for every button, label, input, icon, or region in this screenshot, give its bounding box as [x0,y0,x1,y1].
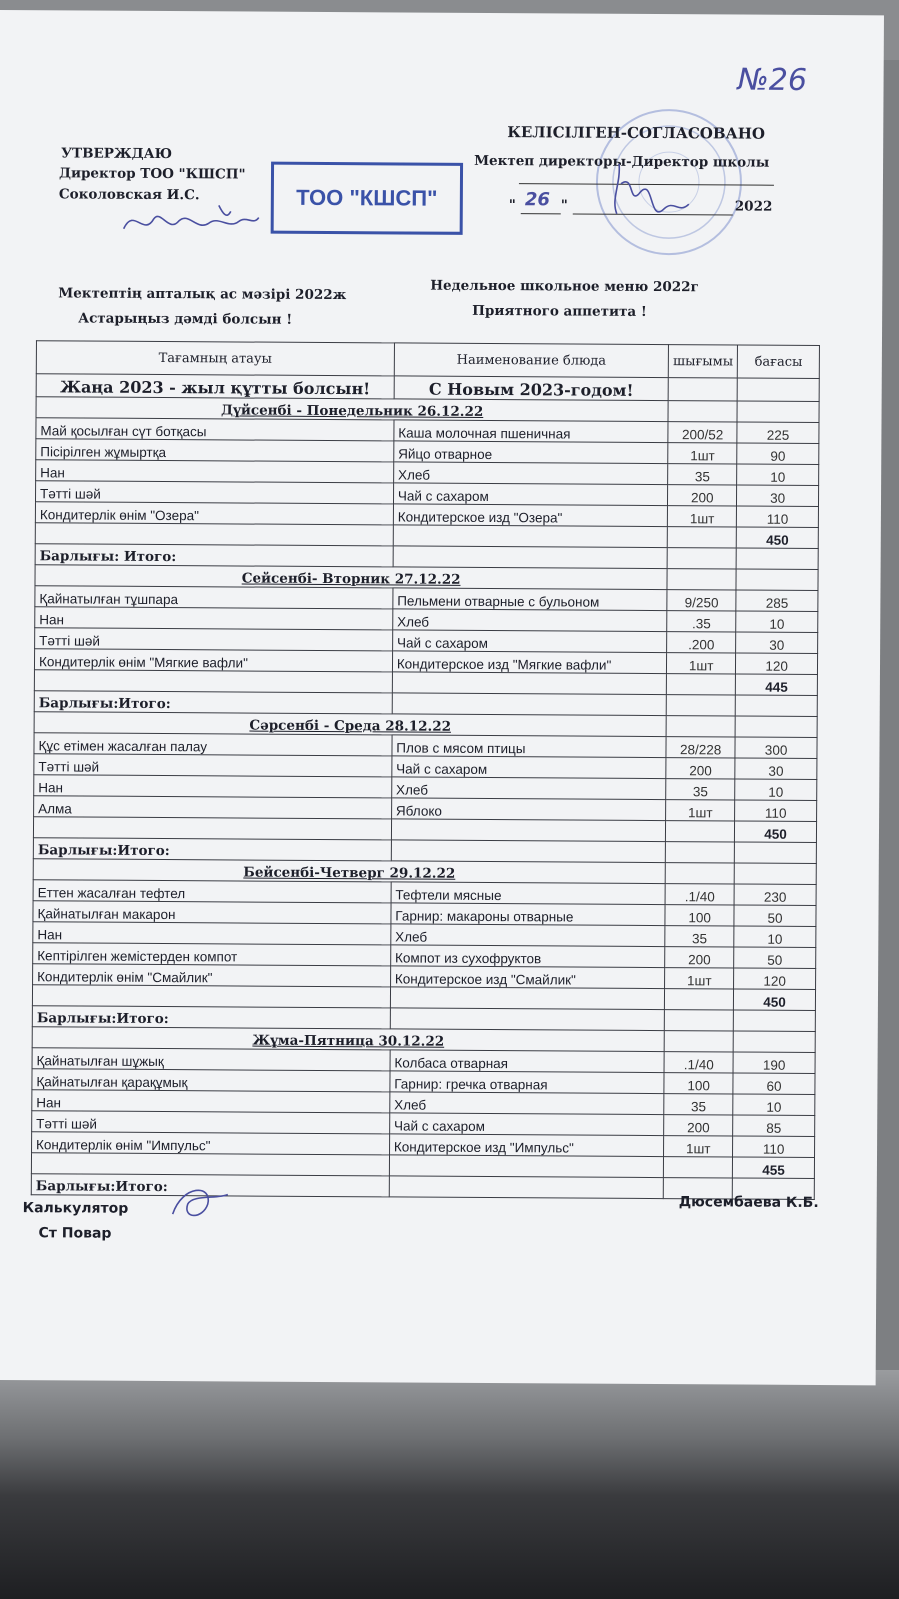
agreed-date-day: 26 [524,189,550,211]
dish-price: 110 [733,1136,815,1157]
dish-price: 225 [737,422,819,443]
menu-sheet [0,10,884,1385]
dish-portion: 200 [665,947,734,968]
dish-name-ru: Кондитерское изд "Смайлик" [390,966,664,989]
dish-portion: 35 [665,926,734,947]
dish-price: 90 [737,443,819,464]
dish-price: 85 [733,1115,815,1136]
dish-name-ru: Яйцо отварное [394,441,668,464]
cook-label: Ст Повар [38,1225,112,1242]
dish-name-kz: Нан [32,1090,390,1113]
dish-portion: 1шт [668,506,737,527]
dish-price: 30 [736,632,818,653]
day-total-label: Барлығы: Итого: [35,544,393,567]
dish-portion: 35 [668,464,737,485]
dish-portion: 35 [664,1094,733,1115]
approve-title: УТВЕРЖДАЮ [61,145,173,163]
dish-name-ru: Каша молочная пшеничная [394,420,668,443]
dish-portion: .1/40 [664,1052,733,1073]
dish-price: 10 [737,464,819,485]
dish-name-ru: Кондитерское изд "Озера" [393,504,667,527]
agreed-date-close: " [560,197,568,214]
dish-name-ru: Хлеб [390,1092,664,1115]
dish-price: 60 [733,1073,815,1094]
dish-name-kz: Қайнатылған қарақұмық [32,1069,390,1092]
dish-portion: 1шт [668,443,737,464]
dish-portion: 200/52 [668,422,737,443]
dish-name-ru: Чай с сахаром [392,756,666,779]
dish-portion: 200 [666,758,735,779]
dish-name-kz: Нан [35,607,393,630]
dish-price: 50 [734,947,816,968]
dish-name-kz: Кондитерлік өнім "Мягкие вафли" [34,649,392,672]
dish-price: 30 [737,485,819,506]
dish-price: 120 [736,653,818,674]
day-total-label: Барлығы:Итого: [34,691,392,714]
dish-price: 120 [734,968,816,989]
day-title: Дүйсенбі - Понедельник 26.12.22 [220,402,484,420]
dish-name-ru: Гарнир: макароны отварные [391,903,665,926]
day-title: Сейсенбі- Вторник 27.12.22 [241,570,461,588]
dish-price: 10 [734,926,816,947]
dish-portion: 1шт [664,1136,733,1157]
dish-name-ru: Кондитерское изд "Импульс" [389,1134,663,1157]
dish-portion: 100 [665,905,734,926]
dish-name-ru: Яблоко [391,798,665,821]
day-title: Жұма-Пятница 30.12.22 [252,1032,445,1050]
date-day-line [521,213,561,214]
dish-price: 285 [736,590,818,611]
dish-price: 190 [733,1052,815,1073]
dish-portion: 200 [664,1115,733,1136]
header-portion: шығымы [668,345,737,378]
heading-ru-wish: Приятного аппетита ! [472,302,647,320]
day-total-value: 450 [736,527,818,548]
dish-name-ru: Чай с сахаром [389,1113,663,1136]
dish-portion: 1шт [665,968,734,989]
dish-name-ru: Пельмени отварные с бульоном [393,588,667,611]
dish-price: 10 [733,1094,815,1115]
dish-price: 110 [737,506,819,527]
dish-name-kz: Кептірілген жемістерден компот [33,943,391,966]
dish-name-ru: Колбаса отварная [390,1050,664,1073]
dish-price: 10 [736,611,818,632]
agreed-position: Мектеп директоры-Директор школы [474,152,770,171]
dish-name-ru: Хлеб [393,462,667,485]
dish-portion: 9/250 [667,590,736,611]
dish-name-ru: Кондитерское изд "Мягкие вафли" [392,651,666,674]
dish-portion: 1шт [666,800,735,821]
new-year-ru: С Новым 2023-годом! [394,376,668,401]
approve-name: Соколовская И.С. [58,186,200,204]
dish-name-kz: Қайнатылған тұшпара [35,586,393,609]
dish-name-kz: Қайнатылған макарон [33,901,391,924]
dish-name-kz: Еттен жасалған тефтел [33,880,391,903]
dish-name-kz: Нан [33,922,391,945]
heading-kz-wish: Астарыңыз дәмді болсын ! [78,310,293,328]
calculator-signature [163,1179,233,1229]
director-signature [119,199,269,244]
cook-name: Дюсембаева К.Б. [678,1194,819,1212]
calculator-label: Калькулятор [22,1200,129,1217]
day-total-value: 450 [734,989,816,1010]
dish-name-kz: Кондитерлік өнім "Озера" [35,502,393,525]
document-number: №26 [737,62,808,98]
header-price: бағасы [738,345,820,378]
day-total-label: Барлығы:Итого: [33,838,391,861]
dish-name-ru: Чай с сахаром [393,483,667,506]
dish-portion: 35 [666,779,735,800]
day-title: Сәрсенбі - Среда 28.12.22 [249,717,452,735]
heading-kz-title: Мектептің апталық ас мәзірі 2022ж [58,285,347,304]
day-total-value: 455 [733,1157,815,1178]
dish-name-kz: Кондитерлік өнім "Смайлик" [33,964,391,987]
agreed-title: КЕЛІСІЛГЕН-СОГЛАСОВАНО [507,123,766,143]
dish-portion: 28/228 [666,737,735,758]
header-ru-name: Наименование блюда [394,343,669,378]
dish-name-ru: Хлеб [392,777,666,800]
day-total-value: 450 [735,821,817,842]
dish-name-kz: Кондитерлік өнім "Импульс" [32,1132,390,1155]
menu-table [31,340,820,1200]
agreed-date-open: " [508,197,516,214]
dish-name-ru: Компот из сухофруктов [390,945,664,968]
day-total-label: Барлығы:Итого: [32,1006,390,1029]
dish-price: 10 [735,779,817,800]
dish-name-kz: Май қосылған сүт ботқасы [36,418,394,441]
dish-name-kz: Қайнатылған шұжық [32,1048,390,1071]
dish-name-ru: Хлеб [391,924,665,947]
dish-name-kz: Нан [36,460,394,483]
dish-portion: .1/40 [665,884,734,905]
dish-name-kz: Алма [34,796,392,819]
company-stamp: ТОО "КШСП" [271,162,463,235]
dish-portion: 100 [664,1073,733,1094]
day-total-value: 445 [736,674,818,695]
dish-name-kz: Тәтті шәй [35,481,393,504]
header-kz-name: Тағамның атауы [36,341,394,376]
dish-price: 110 [735,800,817,821]
dish-price: 50 [734,905,816,926]
dish-name-kz: Тәтті шәй [32,1111,390,1134]
table-header-row [36,341,819,379]
agreed-date-year: 2022 [734,198,773,215]
dish-portion: .200 [667,632,736,653]
dish-portion: 200 [668,485,737,506]
dish-name-kz: Пісірілген жұмыртқа [36,439,394,462]
dish-name-kz: Құс етімен жасалған палау [34,733,392,756]
dish-portion: .35 [667,611,736,632]
dish-price: 300 [735,737,817,758]
dish-name-ru: Чай с сахаром [392,630,666,653]
school-director-signature [599,154,699,235]
background-table-surface [0,1370,899,1599]
dish-name-ru: Плов с мясом птицы [392,735,666,758]
dish-name-kz: Тәтті шәй [35,628,393,651]
day-title: Бейсенбі-Четверг 29.12.22 [243,864,456,882]
dish-price: 230 [734,884,816,905]
dish-name-ru: Тефтели мясные [391,882,665,905]
dish-price: 30 [735,758,817,779]
dish-name-kz: Нан [34,775,392,798]
dish-portion: 1шт [667,653,736,674]
dish-name-ru: Хлеб [393,609,667,632]
day-total-label: Барлығы:Итого: [31,1174,389,1197]
new-year-kz: Жаңа 2023 - жыл құтты болсын! [36,374,394,399]
heading-ru-title: Недельное школьное меню 2022г [430,277,699,296]
dish-name-ru: Гарнир: гречка отварная [390,1071,664,1094]
approve-position: Директор ТОО "КШСП" [58,165,246,183]
dish-name-kz: Тәтті шәй [34,754,392,777]
